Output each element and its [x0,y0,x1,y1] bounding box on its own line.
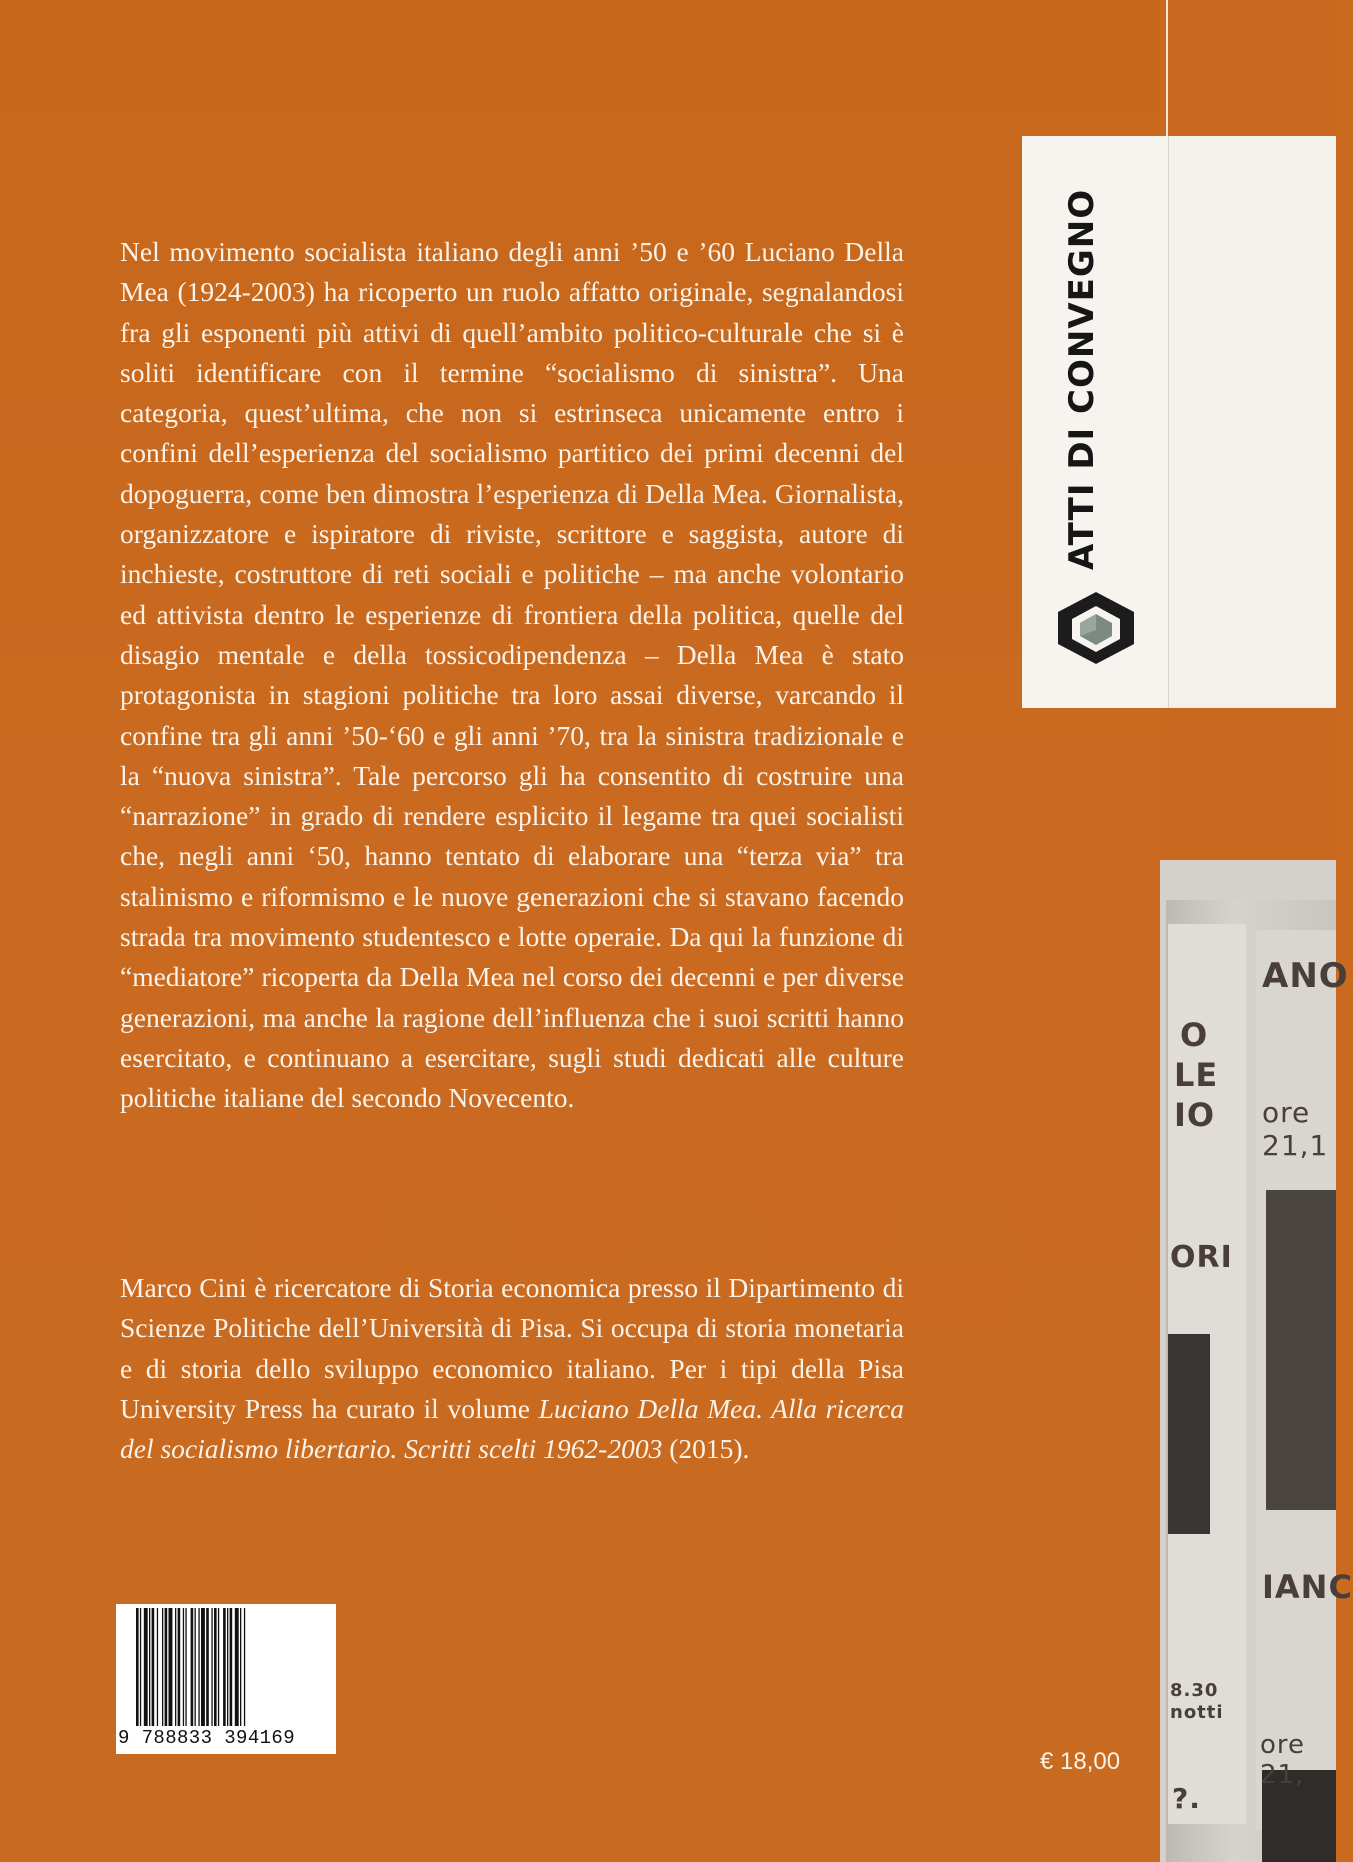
bio-book-title: Luciano Della Mea. Alla ricerca del socialismo libertario. Scritti scelti 1962-2003 [120,1392,905,1465]
poster-word: LE [1174,1056,1219,1094]
bio-body: Marco Cini è ricercatore di Storia economica presso il Dipartimento di Scienze Politiche dell’Università di Pisa. Si occupa di storia monetaria e di storia dello sviluppo economico italiano. Per i tipi della Pisa University Press ha curato il volume [120,1272,904,1424]
poster-word: IO [1174,1096,1216,1134]
price: € 18,00 [1040,1748,1121,1775]
poster-photo [1166,900,1353,1862]
poster-word: ANO [1262,956,1349,996]
bio-year: (2015). [662,1433,750,1465]
poster-word: ORI [1170,1240,1233,1275]
barcode-bars [136,1608,316,1726]
poster-word: 8.30 [1170,1680,1219,1701]
poster-word: ?. [1172,1782,1201,1815]
hexagon-logo-icon [1054,590,1138,666]
edge-highlight [1166,0,1168,140]
poster-dark-block [1266,1190,1336,1510]
author-bio [120,1268,904,1469]
poster-word: notti [1170,1702,1224,1723]
poster-word: ore 21, [1260,1730,1306,1790]
barcode [116,1604,336,1754]
bio-paragraph [120,1268,904,1469]
series-label: ATTI DI CONVEGNO [1062,188,1102,570]
poster-word: ore 21,1 [1262,1096,1329,1162]
barcode-digits: 9 788833 394169 [118,1727,296,1749]
poster-word: O [1180,1016,1209,1054]
description-paragraph: Nel movimento socialista italiano degli anni ’50 e ’60 Luciano Della Mea (1924-2003) ha ricoperto un ruolo affatto originale, segnalandosi fra gli esponenti più attivi di quell’ambito politico-culturale che si è soliti identificare con il termine “socialismo di sinistra”. Una categoria, quest’ultima, che non si estrinseca unicamente entro i confini dell’esperienza del socialismo partitico dei primi decenni del dopoguerra, come ben dimostra l’esperienza di Della Mea. Giornalista, organizzatore e ispiratore di riviste, scrittore e saggista, autore di inchieste, costruttore di reti sociali e politiche – ma anche volontario ed attivista dentro le esperienze di frontiera della politica, quelle del disagio mentale e della tossicodipendenza – Della Mea è stato protagonista in stagioni politiche tra loro assai diverse, varcando il confine tra gli anni ’50-‘60 e gli anni ’70, tra la sinistra tradizionale e la “nuova sinistra”. Tale percorso gli ha consentito di costruire una “narrazione” in grado di rendere esplicito il legame tra quei socialisti che, negli anni ‘50, hanno tentato di elaborare una “terza via” tra stalinismo e riformismo e le nuove generazioni che si stavano facendo strada tra movimento studentesco e lotte operaie. Da qui la funzione di “mediatore” ricoperta da Della Mea nel corso dei decenni e per diverse generazioni, ma anche la ragione dell’influenza che i suoi scritti hanno esercitato, e continuano a esercitare, sugli studi dedicati alle culture politiche italiane del secondo Novecento. [120,236,904,1114]
poster-dark-block [1168,1334,1210,1534]
description-text [120,232,904,1119]
poster-word: IANC [1262,1568,1353,1606]
